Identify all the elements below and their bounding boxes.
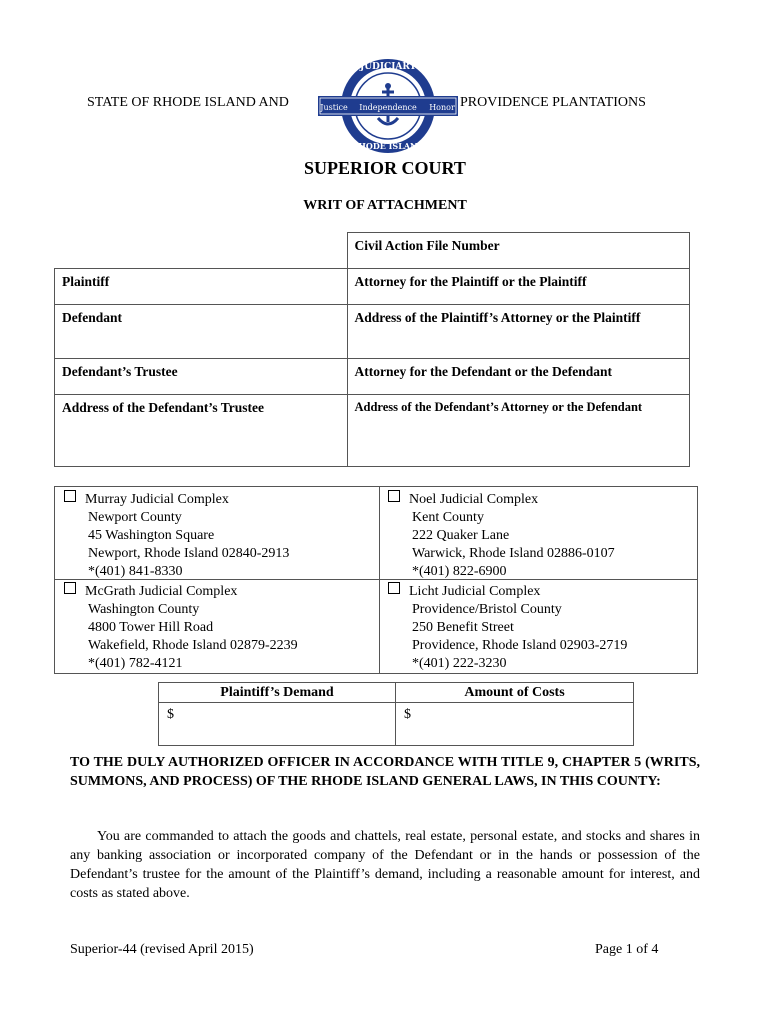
party-information-table [54,232,690,467]
checkbox-mcgrath[interactable] [64,582,76,594]
civil-action-field[interactable]: Civil Action File Number [347,233,690,269]
checkbox-licht[interactable] [388,582,400,594]
page-number: Page 1 of 4 [595,942,659,957]
plaintiffs-demand-input[interactable]: $ [159,703,396,746]
court-option-licht [388,582,627,673]
plaintiff-field[interactable]: Plaintiff [55,269,348,305]
attorney-defendant-field[interactable]: Attorney for the Defendant or the Defendant [347,359,690,395]
court-county: Providence/Bristol County [412,602,562,617]
court-county: Newport County [88,510,182,525]
seal-banner-independence: Independence [359,103,417,112]
amount-costs-input[interactable]: $ [396,703,634,746]
seal-banner-honor: Honor [429,103,455,112]
checkbox-murray[interactable] [64,490,76,502]
court-phone: *(401) 782-4121 [88,656,183,671]
court-name: Licht Judicial Complex [409,584,541,599]
court-street: 250 Benefit Street [412,620,514,635]
court-county: Kent County [412,510,484,525]
defendants-trustee-field[interactable]: Defendant’s Trustee [55,359,348,395]
officer-heading: TO THE DULY AUTHORIZED OFFICER IN ACCORDANCE WITH TITLE 9, CHAPTER 5 (WRITS, SUMMONS, AND PROCESS) OF THE RHODE ISLAND GENERAL LAWS, IN THIS COUNTY: [70,755,700,789]
court-phone: *(401) 222-3230 [412,656,507,671]
defendant-field[interactable]: Defendant [55,305,348,359]
writ-title: WRIT OF ATTACHMENT [303,198,467,213]
court-option-mcgrath [64,582,298,673]
command-paragraph: You are commanded to attach the goods and chattels, real estate, personal estate, and stocks and shares in any banking association or incorporated company of the Defendant or in the hands or possession of the Defendant’s trustee for the amount of the Plaintiff’s demand, including a reasonable amount for interest, and costs as stated above. [70,829,700,901]
address-trustee-field[interactable]: Address of the Defendant’s Trustee [55,395,348,467]
address-defendant-attorney-field[interactable]: Address of the Defendant’s Attorney or the Defendant [347,395,690,467]
court-street: 4800 Tower Hill Road [88,620,214,635]
court-option-noel [388,490,615,581]
judiciary-seal-icon [318,56,458,156]
court-city: Wakefield, Rhode Island 02879-2239 [88,638,298,653]
court-title: SUPERIOR COURT [304,158,466,178]
attorney-plaintiff-field[interactable]: Attorney for the Plaintiff or the Plaintiff [347,269,690,305]
address-plaintiff-attorney-field[interactable]: Address of the Plaintiff’s Attorney or the Plaintiff [347,305,690,359]
court-name: Murray Judicial Complex [85,492,229,507]
court-city: Warwick, Rhode Island 02886-0107 [412,546,615,561]
court-phone: *(401) 841-8330 [88,564,183,579]
checkbox-noel[interactable] [388,490,400,502]
state-header-left: STATE OF RHODE ISLAND AND [87,95,289,110]
court-street: 222 Quaker Lane [412,528,510,543]
court-name: Noel Judicial Complex [409,492,539,507]
form-number: Superior-44 (revised April 2015) [70,942,254,957]
seal-banner-justice: Justice [320,103,348,112]
court-street: 45 Washington Square [88,528,215,543]
court-name: McGrath Judicial Complex [85,584,238,599]
court-city: Providence, Rhode Island 02903-2719 [412,638,628,653]
seal-bottom-text: RHODE ISLAND [351,141,425,151]
court-selection-box [54,486,698,674]
amount-costs-label: Amount of Costs [396,683,634,703]
court-county: Washington County [88,602,200,617]
plaintiffs-demand-label: Plaintiff’s Demand [159,683,396,703]
seal-top-text: JUDICIARY [359,62,417,72]
court-option-murray [64,490,289,581]
court-city: Newport, Rhode Island 02840-2913 [88,546,290,561]
demand-table [158,682,634,746]
court-phone: *(401) 822-6900 [412,564,507,579]
state-header-right: PROVIDENCE PLANTATIONS [460,95,646,110]
